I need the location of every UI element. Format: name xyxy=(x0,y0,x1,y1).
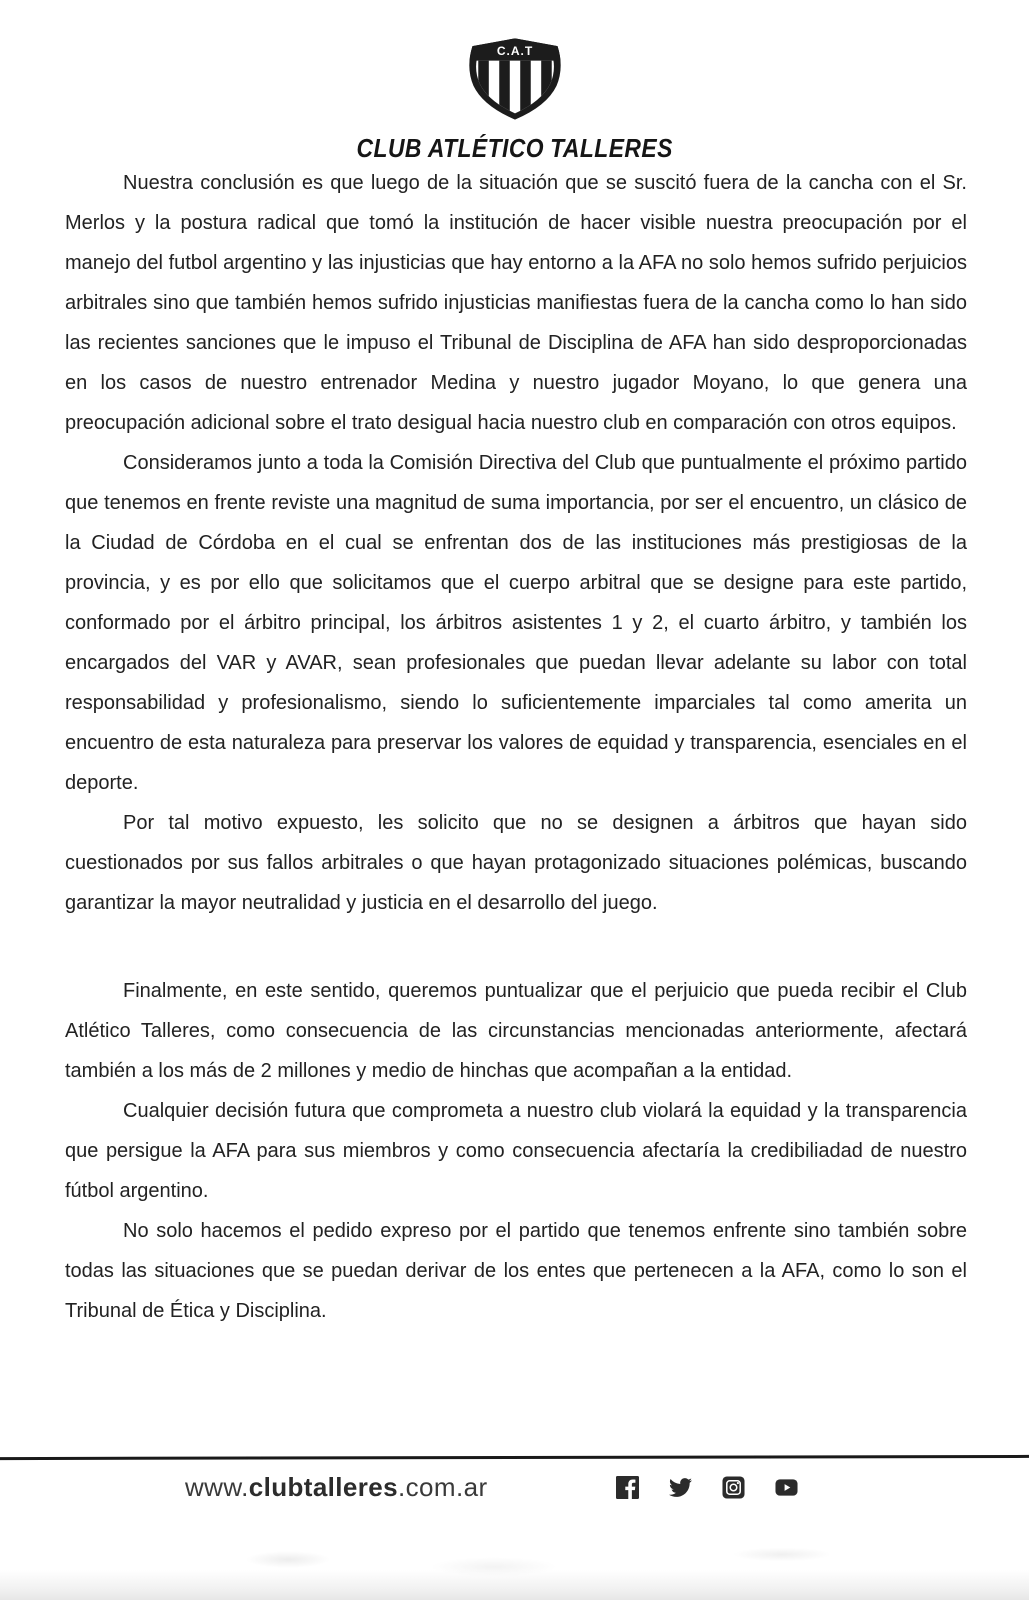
youtube-icon[interactable] xyxy=(775,1476,798,1499)
facebook-icon[interactable] xyxy=(616,1476,639,1499)
crest-initials: C.A.T xyxy=(496,43,533,58)
instagram-icon[interactable] xyxy=(722,1476,745,1499)
paragraph: Finalmente, en este sentido, queremos puntualizar que el perjuicio que pueda recibir el Club Atlético Talleres, como consecuencia de las circunstancias mencionadas anteriormente, afectará también a los más de 2 millones y medio de hinchas que acompañan a la entidad. xyxy=(65,980,967,1082)
footer xyxy=(0,1472,1029,1503)
paragraph: Consideramos junto a toda la Comisión Directiva del Club que puntualmente el próximo partido que tenemos en frente reviste una magnitud de suma importancia, por ser el encuentro, un clásico de la Ciudad de Córdoba en el cual se enfrentan dos de las instituciones más prestigiosas de la provincia, y es por ello que solicitamos que el cuerpo arbitral que se designe para este partido, conformado por el árbitro principal, los árbitros asistentes 1 y 2, el cuarto árbitro, y también los encargados del VAR y AVAR, sean profesionales que puedan llevar adelante su labor con total responsabilidad y profesionalismo, siendo lo suficientemente imparciales tal como amerita un encuentro de esta naturaleza para preservar los valores de equidad y transparencia, esenciales en el deporte. xyxy=(65,452,967,794)
social-icons-row xyxy=(616,1476,798,1499)
twitter-icon[interactable] xyxy=(669,1476,692,1499)
club-name-prefix: CLUB ATLÉTICO xyxy=(356,133,544,163)
letterhead xyxy=(0,0,1029,161)
paragraph: Cualquier decisión futura que comprometa a nuestro club violará la equidad y la transparencia que persigue la AFA para sus miembros y como consecuencia afectaría la credibiliadad de nuestro fútbol argentino. xyxy=(65,1100,967,1202)
letter-body xyxy=(65,163,967,1448)
website-prefix: www. xyxy=(185,1472,249,1502)
club-crest-logo xyxy=(457,36,573,122)
club-name-title xyxy=(356,135,672,161)
paragraph: No solo hacemos el pedido expreso por el partido que tenemos enfrente sino también sobre todas las situaciones que se puedan derivar de los entes que pertenecen a la AFA, como lo son el Tribunal de Ética y Disciplina. xyxy=(65,1220,967,1322)
paragraph: Nuestra conclusión es que luego de la situación que se suscitó fuera de la cancha con el Sr. Merlos y la postura radical que tomó la institución de hacer visible nuestra preocupación por el manejo del futbol argentino y las injusticias que hay entorno a la AFA no solo hemos sufrido perjuicios arbitrales sino que también hemos sufrido injusticias manifiestas fuera de la cancha como lo han sido las recientes sanciones que le impuso el Tribunal de Disciplina de AFA han sido desproporcionadas en los casos de nuestro entrenador Medina y nuestro jugador Moyano, lo que genera una preocupación adicional sobre el trato desigual hacia nuestro club en comparación con otros equipos. xyxy=(65,172,967,434)
club-name-emphasis: TALLERES xyxy=(550,133,673,163)
website-domain: clubtalleres xyxy=(248,1472,399,1502)
footer-divider xyxy=(0,1455,1029,1460)
website-suffix: .com.ar xyxy=(398,1472,488,1502)
website-link[interactable] xyxy=(185,1472,488,1503)
paragraph: Por tal motivo expuesto, les solicito que no se designen a árbitros que hayan sido cuestionados por sus fallos arbitrales o que hayan protagonizado situaciones polémicas, buscando garantizar la mayor neutralidad y justicia en el desarrollo del juego. xyxy=(65,812,967,914)
scan-bottom-band xyxy=(0,1570,1029,1600)
